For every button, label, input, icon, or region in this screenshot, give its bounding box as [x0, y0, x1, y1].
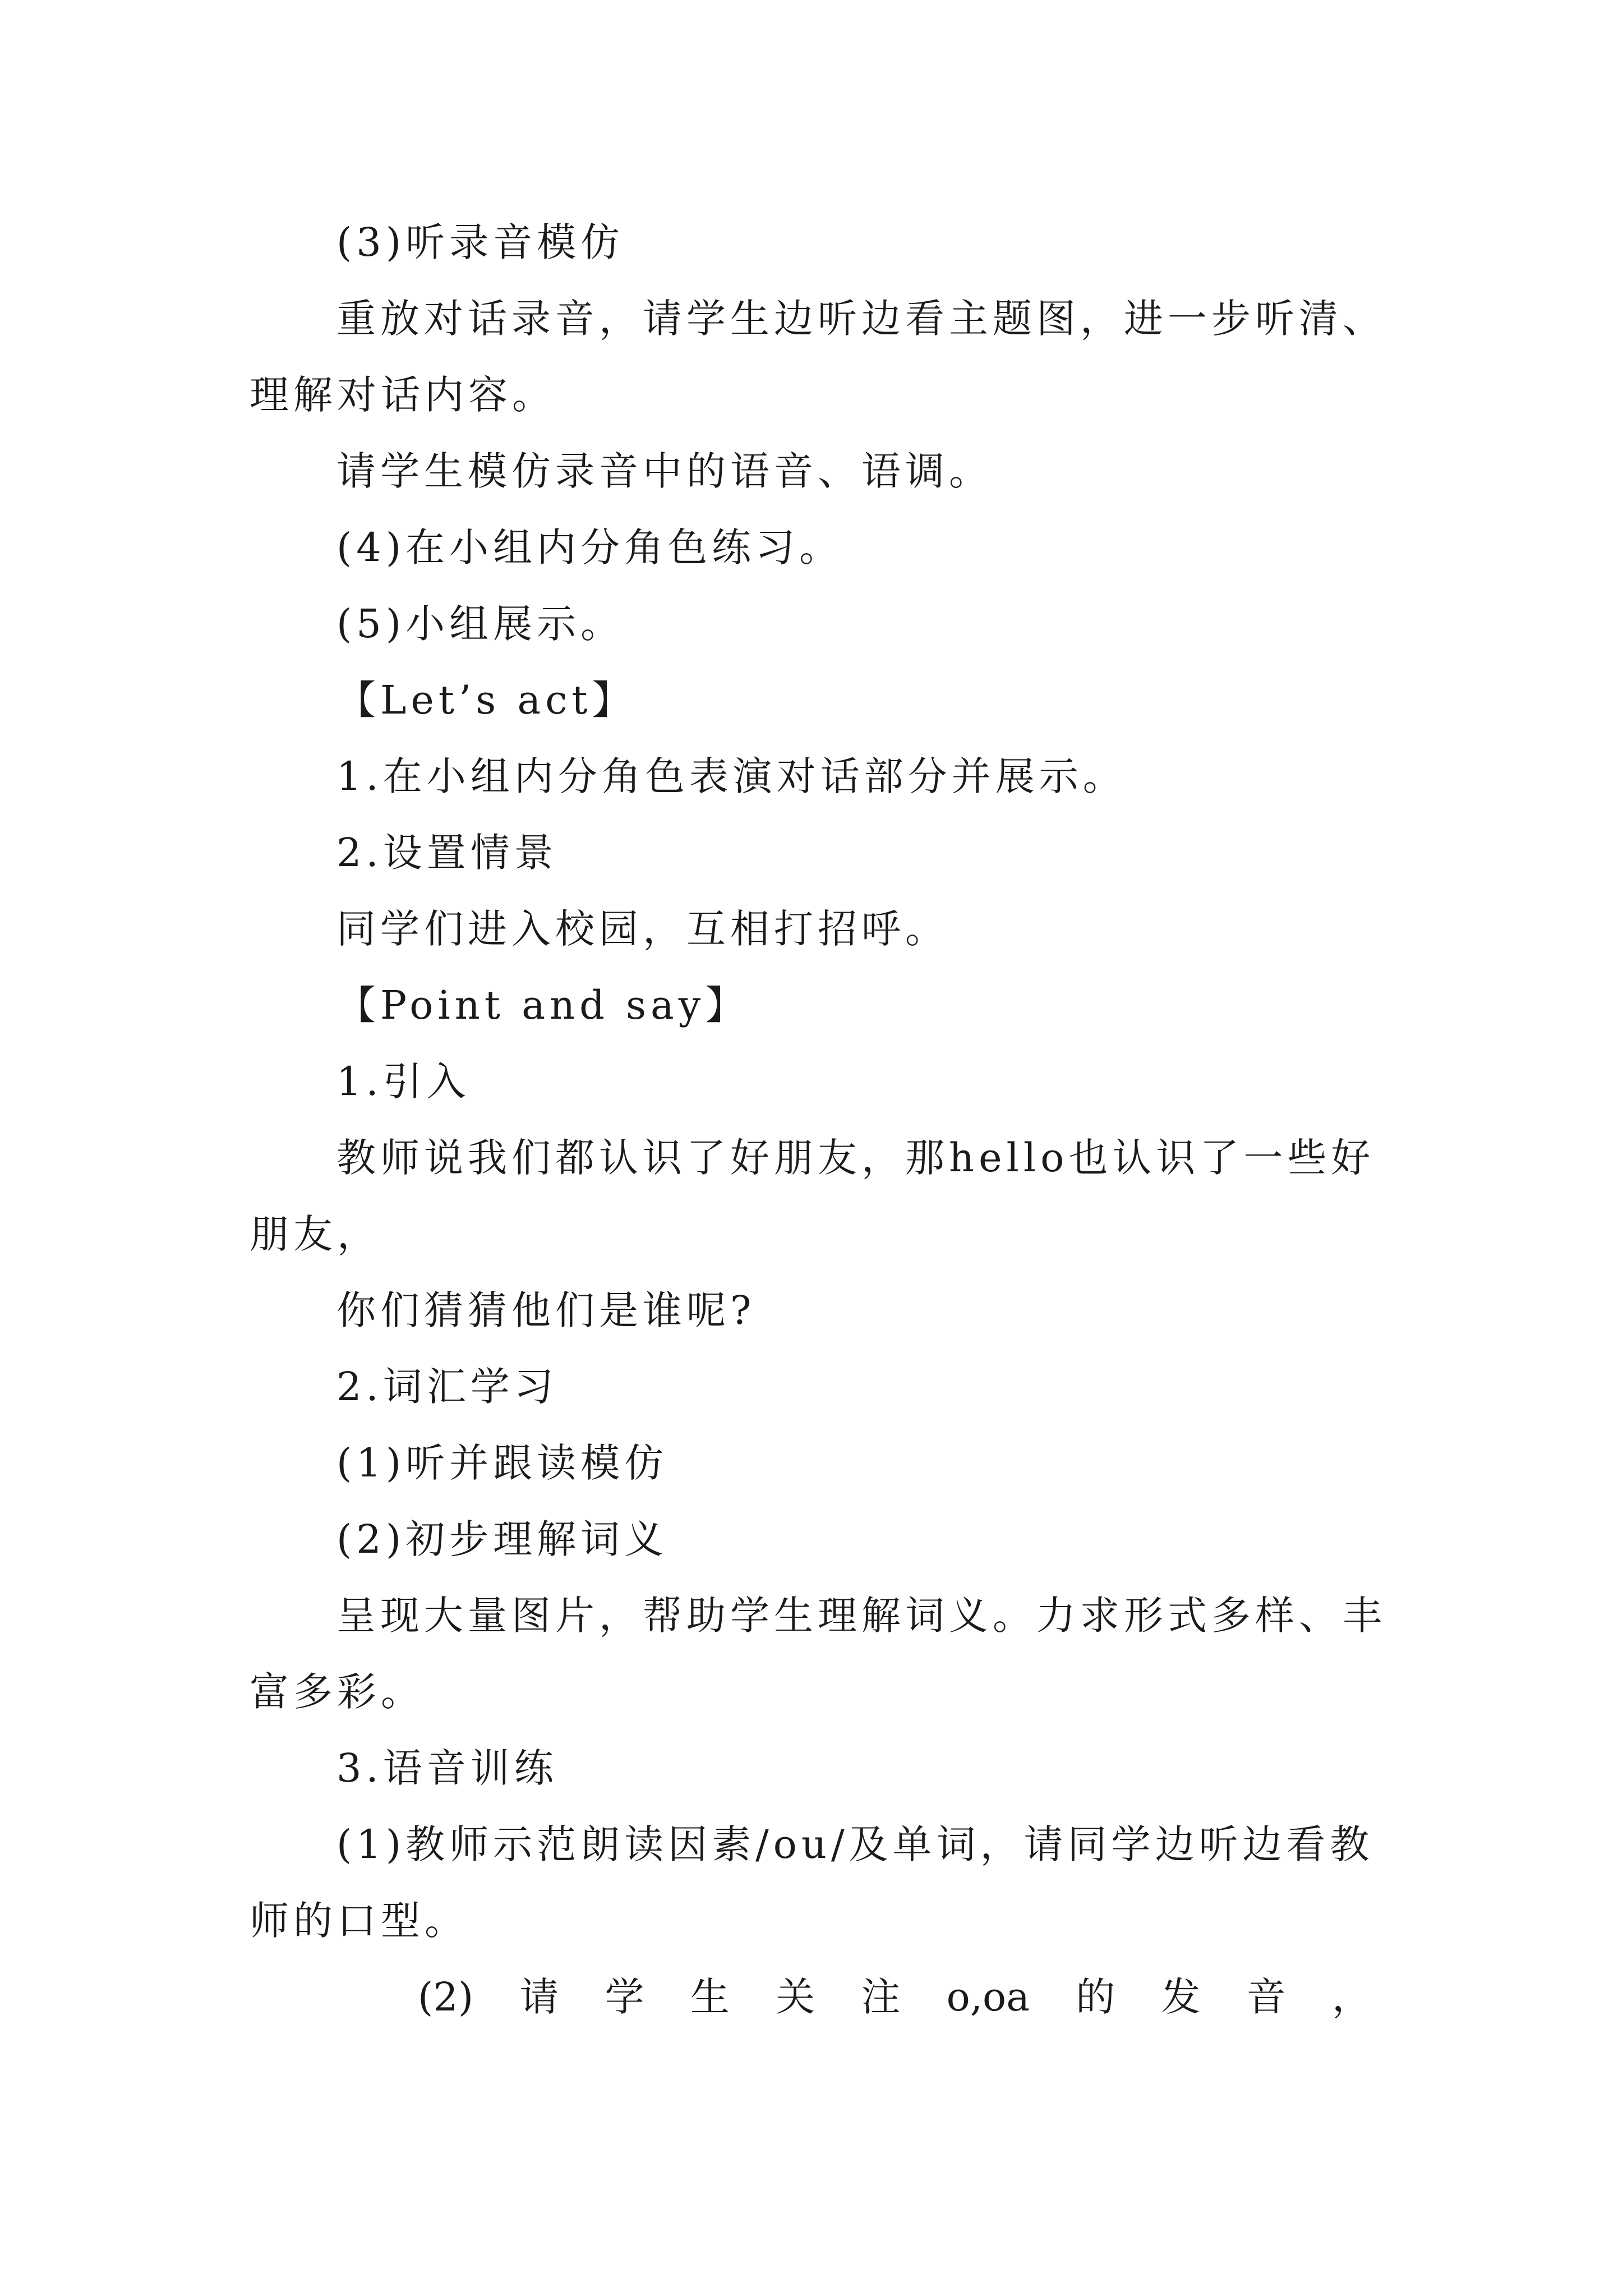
justified-text-line: [418, 1969, 1371, 2025]
text-line: 理解对话内容。: [250, 372, 556, 418]
text-line: 教师说我们都认识了好朋友，那hello也认识了一些好: [336, 1135, 1375, 1181]
text-line: 富多彩。: [250, 1669, 425, 1715]
text-line: 2.设置情景: [336, 830, 558, 876]
section-heading: 【Let’s act】: [336, 677, 636, 723]
text-line: 1.引入: [336, 1059, 471, 1105]
text-line: 你们猜猜他们是谁呢?: [336, 1287, 756, 1333]
text-line: (1)教师示范朗读因素/ou/及单词，请同学边听边看教: [336, 1821, 1374, 1867]
text-token: 请: [519, 1974, 559, 2020]
text-token: 音: [1246, 1974, 1286, 2020]
text-line: 重放对话录音，请学生边听边看主题图，进一步听清、: [336, 296, 1386, 342]
text-token: 生: [690, 1974, 730, 2020]
text-token: 发: [1161, 1974, 1201, 2020]
section-heading: 【Point and say】: [336, 982, 749, 1028]
text-token: 学: [605, 1974, 644, 2020]
text-line: 呈现大量图片，帮助学生理解词义。力求形式多样、丰: [336, 1593, 1386, 1639]
text-line: 朋友，: [250, 1211, 381, 1257]
text-line: 请学生模仿录音中的语音、语调。: [336, 448, 993, 494]
text-token: ，: [1331, 1974, 1371, 2020]
text-line: (3)听录音模仿: [336, 219, 625, 265]
text-token: o,oa: [946, 1974, 1030, 2020]
text-line: 3.语音训练: [336, 1745, 558, 1791]
text-line: (1)听并跟读模仿: [336, 1440, 668, 1486]
text-line: (4)在小组内分角色练习。: [336, 524, 843, 570]
text-line: 师的口型。: [250, 1898, 468, 1944]
text-token: 关: [776, 1974, 815, 2020]
text-line: (2)初步理解词义: [336, 1516, 668, 1562]
text-line: 2.词汇学习: [336, 1364, 558, 1410]
text-line: (5)小组展示。: [336, 601, 625, 647]
text-line: 1.在小组内分角色表演对话部分并展示。: [336, 753, 1127, 799]
text-line: 同学们进入校园，互相打招呼。: [336, 906, 949, 952]
text-token: (2): [418, 1974, 474, 2020]
text-token: 注: [861, 1974, 901, 2020]
text-token: 的: [1076, 1974, 1115, 2020]
